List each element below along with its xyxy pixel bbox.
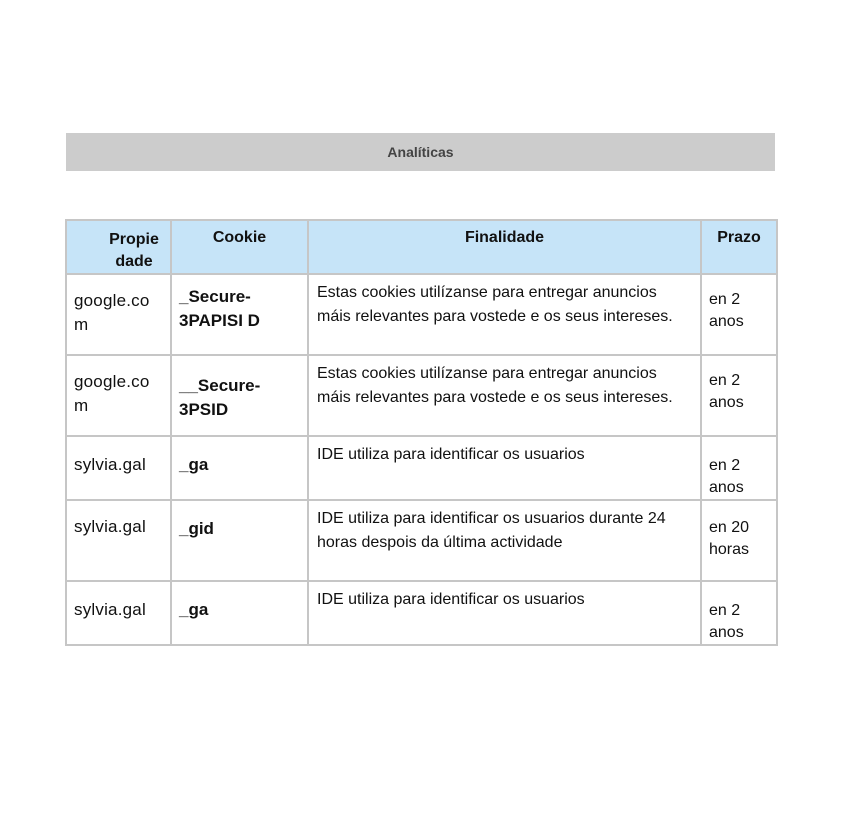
section-header-analiticas [66, 133, 775, 171]
cell-propiedade: sylvia.gal [66, 436, 171, 500]
header-cookie: Cookie [171, 220, 308, 274]
table-row [66, 500, 777, 581]
cell-cookie: _gid [171, 500, 308, 581]
cell-prazo: en 2 anos [701, 581, 777, 645]
cell-cookie: _Secure- 3PAPISI D [171, 274, 308, 355]
table-row [66, 436, 777, 500]
header-prazo: Prazo [701, 220, 777, 274]
table-header-row [66, 220, 777, 274]
cell-cookie: __Secure- 3PSID [171, 355, 308, 436]
table-row [66, 355, 777, 436]
cell-cookie: _ga [171, 581, 308, 645]
header-finalidade: Finalidade [308, 220, 701, 274]
cell-prazo: en 2 anos [701, 355, 777, 436]
cell-prazo: en 20 horas [701, 500, 777, 581]
table-row [66, 274, 777, 355]
cell-propiedade: sylvia.gal [66, 500, 171, 581]
cell-propiedade: sylvia.gal [66, 581, 171, 645]
cell-prazo: en 2 anos [701, 274, 777, 355]
cell-finalidade: IDE utiliza para identificar os usuarios [308, 436, 701, 500]
section-title: Analíticas [387, 144, 454, 160]
cell-prazo: en 2 anos [701, 436, 777, 500]
cell-propiedade: google.co m [66, 274, 171, 355]
table-row [66, 581, 777, 645]
header-propiedade [66, 220, 171, 274]
cookies-table [65, 219, 778, 646]
cell-finalidade: Estas cookies utilízanse para entregar anuncios máis relevantes para vostede e os seus intereses. [308, 274, 701, 355]
cell-finalidade: Estas cookies utilízanse para entregar anuncios máis relevantes para vostede e os seus intereses. [308, 355, 701, 436]
cell-finalidade: IDE utiliza para identificar os usuarios [308, 581, 701, 645]
cell-finalidade: IDE utiliza para identificar os usuarios durante 24 horas despois da última actividade [308, 500, 701, 581]
header-propiedade-label: Propie dade [109, 231, 159, 270]
cell-cookie: _ga [171, 436, 308, 500]
cell-propiedade: google.co m [66, 355, 171, 436]
